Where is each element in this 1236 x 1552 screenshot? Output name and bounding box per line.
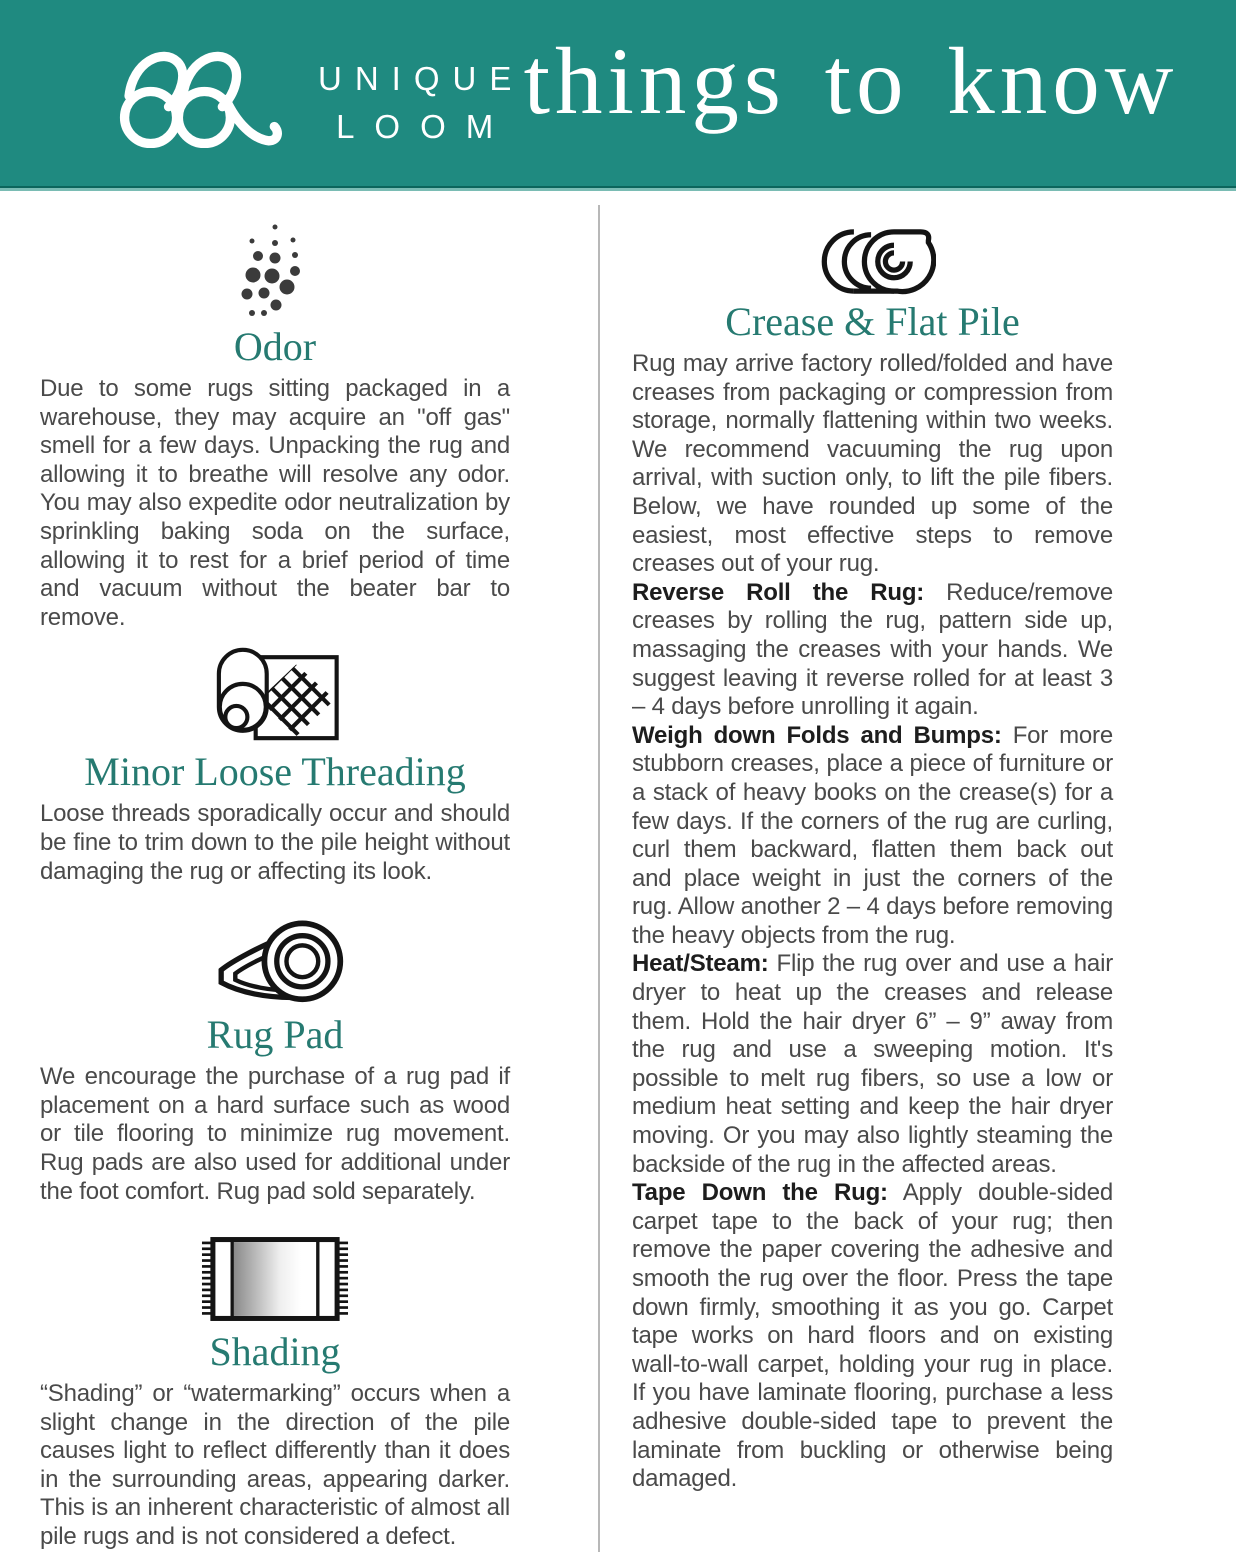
crease-icon-row — [632, 227, 1113, 296]
rug-pad-icon-row — [40, 910, 510, 1009]
page-title: things to know — [523, 28, 1179, 134]
section-body-shading: “Shading” or “watermarking” occurs when a slight change in the direction of the pile causes light to reflect differently than it does in the surrounding areas, appearing darker. This is an inherent characteristic of almost all pile rugs and is not considered a defect. — [40, 1380, 510, 1551]
tip-tape-down — [632, 1179, 1113, 1494]
tip-label: Weigh down Folds and Bumps: — [632, 721, 1002, 749]
rolled-rug-side-icon — [810, 227, 936, 296]
brand-name — [318, 60, 525, 146]
threading-icon-row — [40, 642, 510, 746]
tip-text: Apply double-sided carpet tape to the back of your rug; then remove the paper covering the adhesive and smooth the rug over the floor. Press the tape down firmly, smoothing it as you go. Carpet tape works on hard floors and on existing wall-to-wall carpet, holding your rug in place. If you have laminate flooring, purchase a less adhesive double-sided tape to prevent the laminate from buckling or otherwise being damaged. — [632, 1179, 1113, 1493]
brand-logo — [108, 44, 525, 148]
tip-heat-steam — [632, 950, 1113, 1179]
left-column — [40, 205, 510, 1552]
odor-dots-icon — [227, 221, 323, 321]
tip-text: Flip the rug over and use a hair dryer to heat up the creases and release them. Hold the hair dryer 6” – 9” away from the rug and use a sweeping motion. It's possible to melt rug fibers, so use a low or medium heat setting and keep the hair dryer moving. Or you may also lightly steaming the backside of the rug in the affected areas. — [632, 950, 1113, 1178]
tip-text: For more stubborn creases, place a piece of furniture or a stack of heavy books on the crease(s) for a few days. If the corners of the rug are curling, curl them backward, flatten them back out and place weight in just the corners of the rug. Allow another 2 – 4 days before removing the heavy objects from the rug. — [632, 721, 1113, 949]
header-banner — [0, 0, 1236, 186]
tip-label: Heat/Steam: — [632, 950, 769, 978]
section-heading-shading: Shading — [209, 1329, 341, 1375]
odor-icon-row — [40, 221, 510, 321]
section-body-rug-pad: We encourage the purchase of a rug pad if placement on a hard surface such as wood or tile flooring to minimize rug movement. Rug pads are also used for additional under the foot comfort. Rug pad sold separately. — [40, 1063, 510, 1205]
brand-name-line1: UNIQUE — [318, 60, 525, 97]
tip-label: Reverse Roll the Rug: — [632, 578, 925, 606]
brand-name-line2: LOOM — [336, 108, 514, 145]
section-body-threading: Loose threads sporadically occur and should be fine to trim down to the pile height without damaging the rug or affecting its look. — [40, 800, 510, 885]
right-column — [632, 205, 1113, 1552]
rolled-rug-sheet-icon — [206, 642, 344, 746]
tip-label: Tape Down the Rug: — [632, 1179, 888, 1207]
tip-text: Reduce/remove creases by rolling the rug, pattern side up, massaging the creases with your hands. We suggest leaving it reverse rolled for at least 3 – 4 days before unrolling it again. — [632, 578, 1113, 721]
tip-reverse-roll — [632, 579, 1113, 722]
shaded-rug-icon — [195, 1232, 355, 1326]
section-heading-rug-pad: Rug Pad — [206, 1012, 344, 1058]
section-body-odor: Due to some rugs sitting packaged in a warehouse, they may acquire an "off gas" smell for a few days. Unpacking the rug and allowing it to breathe will resolve any odor. You may also expedite odor neutralization by sprinkling baking soda on the surface, allowing it to rest for a brief period of time and vacuum without the beater bar to remove. — [40, 375, 510, 631]
section-heading-crease: Crease & Flat Pile — [725, 299, 1020, 344]
section-heading-odor: Odor — [233, 324, 317, 369]
tip-weigh-down — [632, 722, 1113, 951]
rug-pad-roll-icon — [200, 910, 350, 1009]
section-body-crease-intro: Rug may arrive factory rolled/folded and have creases from packaging or compression from storage, normally flattening within two weeks. We recommend vacuuming the rug upon arrival, with suction only, to lift the pile fibers. Below, we have rounded up some of the easiest, most effective steps to remove creases out of your rug. — [632, 350, 1113, 578]
banner-edge-light — [0, 188, 1236, 191]
content — [0, 205, 1236, 1552]
shading-icon-row — [40, 1232, 510, 1326]
unique-loom-logo-icon — [108, 44, 290, 148]
section-heading-threading: Minor Loose Threading — [84, 749, 466, 795]
column-divider — [598, 205, 600, 1552]
